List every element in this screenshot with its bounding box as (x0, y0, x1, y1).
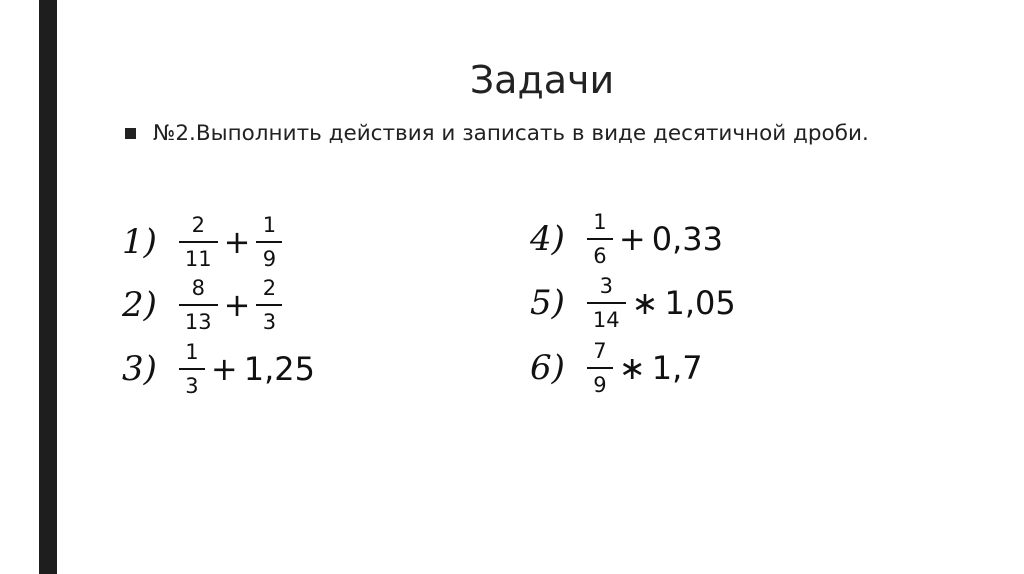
decimal-value: 1,05 (664, 284, 736, 322)
denominator: 11 (184, 246, 212, 271)
slide-title: Задачи (469, 58, 615, 102)
numerator: 1 (262, 213, 277, 238)
denominator: 9 (262, 246, 277, 271)
decimal-value: 0,33 (651, 220, 723, 258)
fraction-a (590, 210, 610, 268)
fraction-a (590, 274, 623, 332)
numerator: 1 (185, 340, 199, 365)
task-bullet (125, 118, 885, 149)
numerator: 2 (191, 213, 205, 238)
problem-6 (530, 333, 703, 403)
fraction-b (259, 276, 279, 334)
decimal-value: 1,25 (243, 350, 315, 388)
numerator: 8 (191, 276, 205, 301)
denominator: 3 (262, 309, 277, 334)
problem-label: 3) (122, 349, 157, 389)
denominator: 14 (592, 307, 620, 332)
operator: ∗ (618, 349, 646, 387)
problem-label: 1) (122, 222, 157, 262)
operator: + (210, 350, 238, 388)
decimal-value: 1,7 (651, 349, 703, 387)
fraction-a (182, 213, 215, 271)
problem-5 (530, 268, 736, 338)
problem-label: 2) (122, 285, 157, 325)
numerator: 1 (593, 210, 607, 235)
problem-3 (122, 334, 315, 404)
fraction-a (590, 339, 610, 397)
operator: + (618, 220, 646, 258)
problem-label: 4) (530, 219, 565, 259)
problem-label: 5) (530, 283, 565, 323)
denominator: 9 (593, 372, 607, 397)
fraction-a (182, 340, 202, 398)
square-bullet-icon (125, 128, 136, 139)
operator: + (223, 223, 251, 261)
task-text: №2.Выполнить действия и записать в виде десятичной дроби. (153, 121, 869, 146)
numerator: 2 (262, 276, 277, 301)
denominator: 3 (185, 373, 199, 398)
problem-1 (122, 207, 282, 277)
numerator: 7 (593, 339, 607, 364)
problem-label: 6) (530, 348, 565, 388)
fraction-b (259, 213, 279, 271)
problem-2 (122, 270, 282, 340)
denominator: 6 (593, 243, 607, 268)
operator: ∗ (631, 284, 659, 322)
fraction-a (182, 276, 215, 334)
denominator: 13 (184, 309, 212, 334)
numerator: 3 (599, 274, 613, 299)
problem-4 (530, 204, 723, 274)
operator: + (223, 286, 251, 324)
